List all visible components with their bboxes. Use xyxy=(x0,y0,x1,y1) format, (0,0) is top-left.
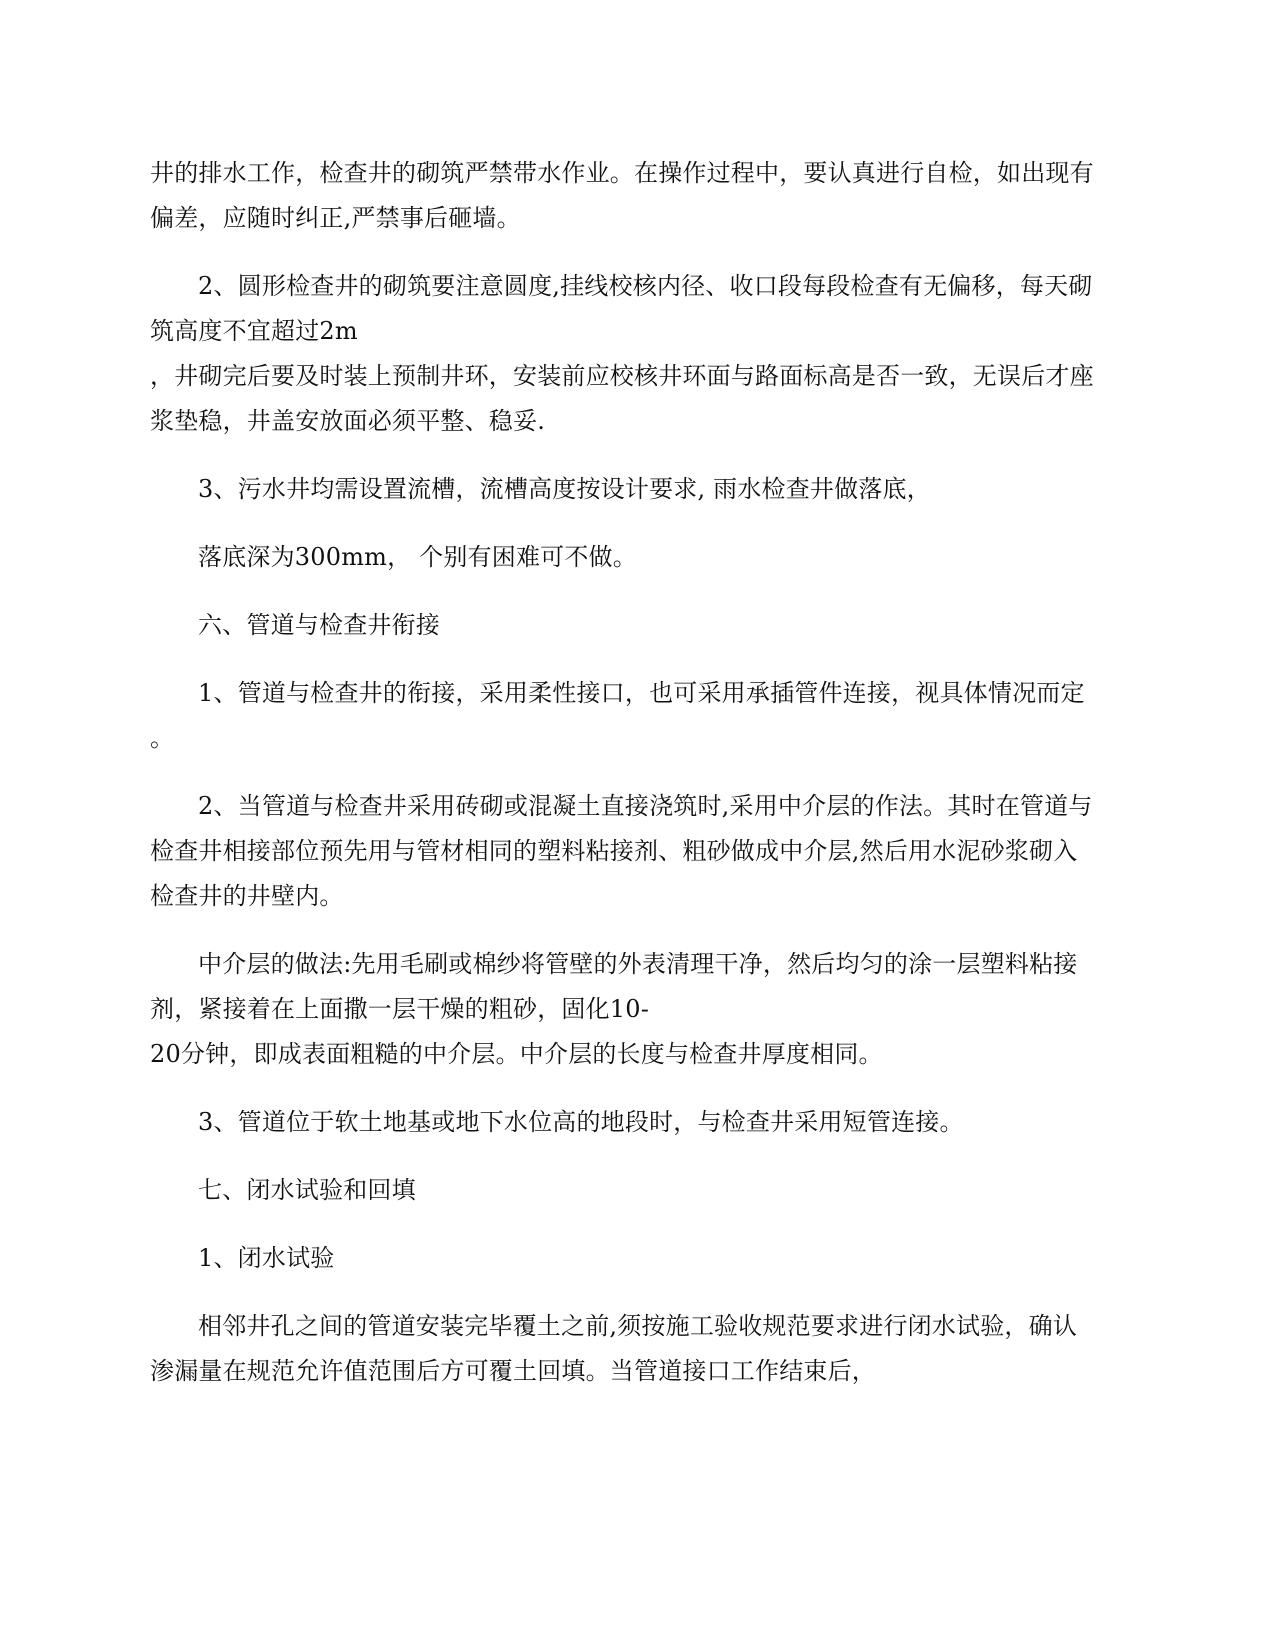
text-line: 1、管道与检查井的衔接，采用柔性接口，也可采用承插管件连接，视具体情况而定 xyxy=(198,679,1085,707)
text-line: 。 xyxy=(150,724,175,752)
text-line: 3、污水井均需设置流槽，流槽高度按设计要求, 雨水检查井做落底， xyxy=(198,475,931,503)
text-line: 检查井相接部位预先用与管材相同的塑料粘接剂、粗砂做成中介层,然后用水泥砂浆砌入 xyxy=(150,837,1078,865)
section-heading: 七、闭水试验和回填 xyxy=(198,1176,416,1204)
text-line: 剂，紧接着在上面撒一层干燥的粗砂，固化10- xyxy=(150,995,650,1023)
text-line: ，井砌完后要及时装上预制井环，安装前应校核井环面与路面标高是否一致，无误后才座 xyxy=(150,362,1094,390)
text-line: 偏差，应随时纠正,严禁事后砸墙。 xyxy=(150,204,521,232)
text-line: 20分钟，即成表面粗糙的中介层。中介层的长度与检查井厚度相同。 xyxy=(150,1040,883,1068)
text-line: 检查井的井壁内。 xyxy=(150,882,344,910)
text-line: 浆垫稳，井盖安放面必须平整、稳妥. xyxy=(150,407,546,435)
text-line: 3、管道位于软土地基或地下水位高的地段时，与检查井采用短管连接。 xyxy=(198,1108,964,1136)
text-line: 渗漏量在规范允许值范围后方可覆土回填。当管道接口工作结束后， xyxy=(150,1357,876,1385)
text-line: 2、当管道与检查井采用砖砌或混凝土直接浇筑时,采用中介层的作法。其时在管道与 xyxy=(198,792,1093,820)
text-line: 相邻井孔之间的管道安装完毕覆土之前,须按施工验收规范要求进行闭水试验，确认 xyxy=(198,1312,1078,1340)
subsection-heading: 1、闭水试验 xyxy=(198,1244,335,1272)
text-line: 2、圆形检查井的砌筑要注意圆度,挂线校核内径、收口段每段检查有无偏移，每天砌 xyxy=(198,272,1093,300)
section-heading: 六、管道与检查井衔接 xyxy=(198,611,440,639)
text-line: 井的排水工作，检查井的砌筑严禁带水作业。在操作过程中，要认真进行自检，如出现有 xyxy=(150,159,1094,187)
text-line: 中介层的做法:先用毛刷或棉纱将管壁的外表清理干净，然后均匀的涂一层塑料粘接 xyxy=(198,950,1078,978)
text-line: 筑高度不宜超过2m xyxy=(150,317,358,345)
text-line: 落底深为300mm， 个别有困难可不做。 xyxy=(198,543,637,571)
